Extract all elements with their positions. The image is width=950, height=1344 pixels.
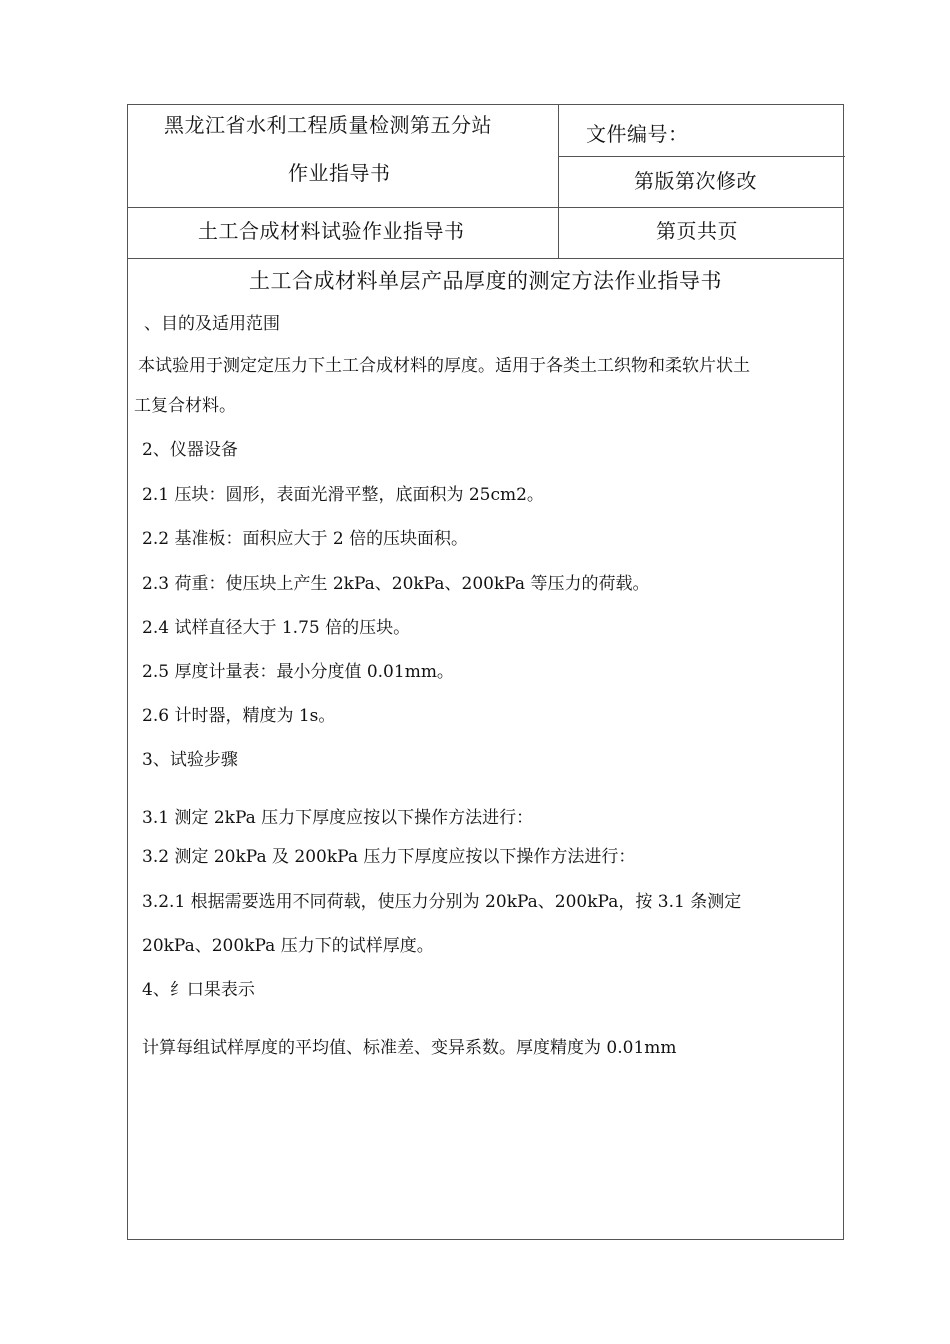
- section-procedure-heading: 3、试验步骤: [142, 750, 238, 770]
- doc-type: 作业指导书: [288, 161, 391, 185]
- purpose-text-line-1: 本试验用于测定定压力下土工合成材料的厚度。适用于各类土工织物和柔软片状土: [138, 356, 750, 376]
- org-name: 黑龙江省水利工程质量检测第五分站: [164, 113, 492, 137]
- results-text: 计算每组试样厚度的平均值、标准差、变异系数。厚度精度为 0.01mm: [142, 1038, 677, 1058]
- document-frame: [127, 104, 844, 1240]
- equipment-item: 2.1 压块：圆形，表面光滑平整，底面积为 25cm2。: [142, 485, 544, 505]
- equipment-item: 2.5 厚度计量表：最小分度值 0.01mm。: [142, 662, 454, 682]
- header-right-divider: [558, 156, 845, 157]
- version-label: 第版第次修改: [634, 169, 757, 193]
- equipment-item: 2.4 试样直径大于 1.75 倍的压块。: [142, 618, 411, 638]
- document-title: 土工合成材料单层产品厚度的测定方法作业指导书: [249, 269, 722, 293]
- file-number-label: 文件编号：: [586, 122, 689, 146]
- equipment-item: 2.2 基准板：面积应大于 2 倍的压块面积。: [142, 529, 469, 549]
- procedure-step: 3.2.1 根据需要选用不同荷载，使压力分别为 20kPa、200kPa，按 3.1 条测定: [142, 892, 742, 912]
- purpose-text-line-2: 工复合材料。: [134, 396, 236, 416]
- procedure-step: 3.2 测定 20kPa 及 200kPa 压力下厚度应按以下操作方法进行：: [142, 847, 636, 867]
- section-results-heading: 4、纟口果表示: [142, 980, 255, 1000]
- equipment-item: 2.6 计时器，精度为 1s。: [142, 706, 336, 726]
- equipment-item: 2.3 荷重：使压块上产生 2kPa、20kPa、200kPa 等压力的荷载。: [142, 574, 650, 594]
- procedure-step: 3.1 测定 2kPa 压力下厚度应按以下操作方法进行：: [142, 808, 534, 828]
- section-purpose-heading: 、目的及适用范围: [144, 314, 280, 334]
- header-column-divider: [558, 105, 559, 259]
- procedure-step: 20kPa、200kPa 压力下的试样厚度。: [142, 936, 434, 956]
- section-equipment-heading: 2、仪器设备: [142, 440, 238, 460]
- page-info: 第页共页: [656, 219, 738, 243]
- form-name: 土工合成材料试验作业指导书: [198, 219, 465, 243]
